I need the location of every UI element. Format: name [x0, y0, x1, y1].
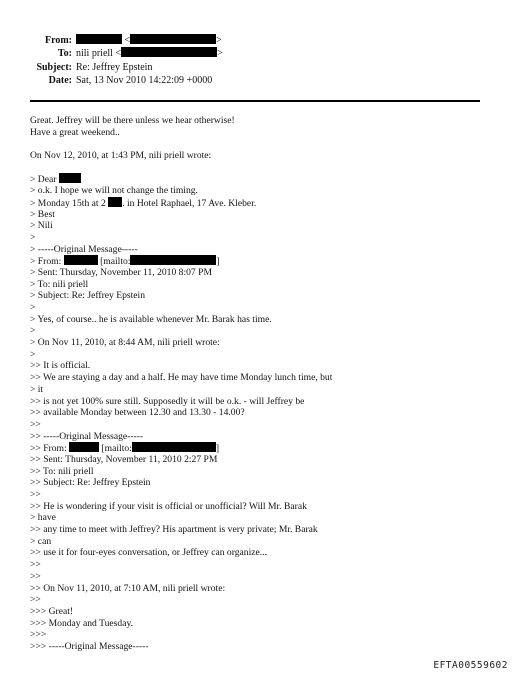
body-text: ]: [215, 443, 220, 455]
body-text: >> -----Original Message-----: [30, 430, 144, 442]
to-row: [0, 47, 512, 60]
body-text: > have: [30, 512, 56, 524]
subject-value: Re: Jeffrey Epstein: [76, 61, 153, 73]
body-line: [30, 255, 490, 267]
to-name: nili priell: [76, 48, 113, 60]
body-text: > Nili: [30, 220, 53, 232]
bates-number: EFTA00559602: [433, 660, 508, 671]
body-text: >: [30, 348, 36, 360]
body-text: > Subject: Re: Jeffrey Epstein: [30, 290, 146, 302]
body-line: [30, 559, 490, 571]
redaction-block: [132, 442, 216, 452]
body-line: [30, 127, 490, 139]
body-line: [30, 197, 490, 209]
body-text: [mailto:: [97, 256, 131, 268]
redaction-block: [130, 255, 216, 265]
body-text: > Monday 15th at 2: [30, 197, 109, 209]
body-text: >>: [30, 594, 41, 606]
body-line: [30, 267, 490, 279]
body-line: [30, 244, 490, 256]
body-text: >: [30, 231, 36, 243]
body-line: [30, 431, 490, 443]
date-label: Date:: [48, 74, 72, 86]
body-line: [30, 349, 490, 361]
to-label: To:: [57, 48, 72, 60]
body-line: [30, 302, 490, 314]
body-text: >> He is wondering if your visit is official or unofficial? Will Mr. Barak: [30, 500, 307, 512]
body-text: >: [30, 302, 36, 313]
body-line: [30, 372, 490, 384]
date-value: Sat, 13 Nov 2010 14:22:09 +0000: [76, 74, 213, 86]
date-row: [0, 74, 512, 87]
blank-line: [30, 162, 490, 174]
redaction-block: [108, 197, 122, 207]
body-text: > To: nili priell: [30, 278, 89, 290]
body-text: >>>: [30, 629, 47, 641]
body-text: >> use it for four-eyes conversation, or Jeffrey can organize...: [30, 547, 267, 559]
body-line: [30, 512, 490, 524]
body-line: [30, 606, 490, 618]
body-text: >> From:: [30, 443, 70, 455]
body-text: >> On Nov 11, 2010, at 7:10 AM, nili priell wrote:: [30, 582, 226, 594]
from-label: From:: [44, 35, 72, 46]
body-text: >> is not yet 100% sure still. Supposedly it will be o.k. - will Jeffrey be: [30, 395, 305, 407]
body-text: >> It is official.: [30, 360, 91, 372]
body-line: [30, 466, 490, 478]
email-header: [0, 34, 512, 87]
body-line: [30, 396, 490, 408]
redaction-block: [130, 34, 216, 44]
body-line: [30, 454, 490, 466]
body-text: > Dear: [30, 174, 59, 186]
body-line: [30, 407, 490, 419]
body-line: [30, 325, 490, 337]
from-value: < >: [76, 34, 222, 47]
body-line: [30, 547, 490, 559]
body-line: [30, 314, 490, 326]
body-line: [30, 185, 490, 197]
body-line: [30, 641, 490, 653]
body-line: [30, 524, 490, 536]
body-line: [30, 594, 490, 606]
body-line: [30, 232, 490, 244]
body-text: >> available Monday between 12.30 and 13.30 - 14.00?: [30, 407, 245, 419]
body-line: [30, 571, 490, 583]
body-line: [30, 442, 490, 454]
body-line: [30, 173, 490, 185]
body-line: [30, 489, 490, 501]
body-text: > can: [30, 535, 52, 547]
email-body: [30, 115, 490, 653]
body-line: [30, 150, 490, 162]
subject-label: Subject:: [36, 61, 72, 73]
to-value: nili priell < >: [76, 48, 223, 60]
redaction-block: [59, 173, 81, 183]
body-text: > Sent: Thursday, November 11, 2010 8:07 PM: [30, 266, 212, 278]
redaction-block: [76, 34, 122, 44]
body-text: > it: [30, 383, 44, 395]
body-text: . in Hotel Raphael, 17 Ave. Kleber.: [122, 197, 257, 209]
body-line: [30, 477, 490, 489]
body-text: > Yes, of course.. he is available whenever Mr. Barak has time.: [30, 313, 272, 325]
body-text: >>> -----Original Message-----: [30, 640, 149, 652]
body-text: On Nov 12, 2010, at 1:43 PM, nili priell wrote:: [30, 150, 212, 162]
body-line: [30, 536, 490, 548]
body-text: [mailto:: [99, 443, 132, 455]
body-text: > -----Original Message-----: [30, 243, 138, 255]
body-text: >>: [30, 489, 41, 500]
body-line: [30, 220, 490, 232]
body-text: Great. Jeffrey will be there unless we hear otherwise!: [30, 115, 235, 126]
header-divider: [30, 100, 480, 102]
subject-row: [0, 61, 512, 74]
body-text: >> Sent: Thursday, November 11, 2010 2:27 PM: [30, 453, 218, 465]
body-text: > From:: [30, 256, 64, 268]
body-line: [30, 618, 490, 630]
redaction-block: [69, 442, 99, 452]
body-line: [30, 290, 490, 302]
body-line: [30, 501, 490, 513]
body-line: [30, 279, 490, 291]
body-text: >> We are staying a day and a half. He may have time Monday lunch time, but: [30, 372, 333, 384]
body-text: >> Subject: Re: Jeffrey Epstein: [30, 477, 151, 489]
body-line: [30, 583, 490, 595]
body-text: ]: [216, 256, 220, 268]
body-text: >>> Monday and Tuesday.: [30, 617, 134, 629]
body-text: >> any time to meet with Jeffrey? His apartment is very private; Mr. Barak: [30, 524, 318, 536]
body-line: [30, 115, 490, 127]
redaction-block: [121, 47, 217, 57]
body-text: >> To: nili priell: [30, 465, 94, 477]
body-text: >>> Great!: [30, 605, 74, 617]
body-text: >>: [30, 418, 41, 430]
body-text: >>: [30, 570, 41, 582]
blank-line: [30, 138, 490, 150]
redaction-block: [64, 255, 98, 265]
body-line: [30, 629, 490, 641]
body-line: [30, 384, 490, 396]
body-text: > Best: [30, 208, 55, 220]
body-text: >>: [30, 559, 41, 571]
body-line: [30, 419, 490, 431]
body-line: [30, 337, 490, 349]
from-row: [0, 34, 512, 47]
body-text: Have a great weekend..: [30, 126, 120, 138]
body-text: > o.k. I hope we will not change the timing.: [30, 185, 198, 197]
body-text: > On Nov 11, 2010, at 8:44 AM, nili priell wrote:: [30, 337, 220, 349]
body-line: [30, 209, 490, 221]
body-line: [30, 360, 490, 372]
body-text: >: [30, 325, 36, 337]
